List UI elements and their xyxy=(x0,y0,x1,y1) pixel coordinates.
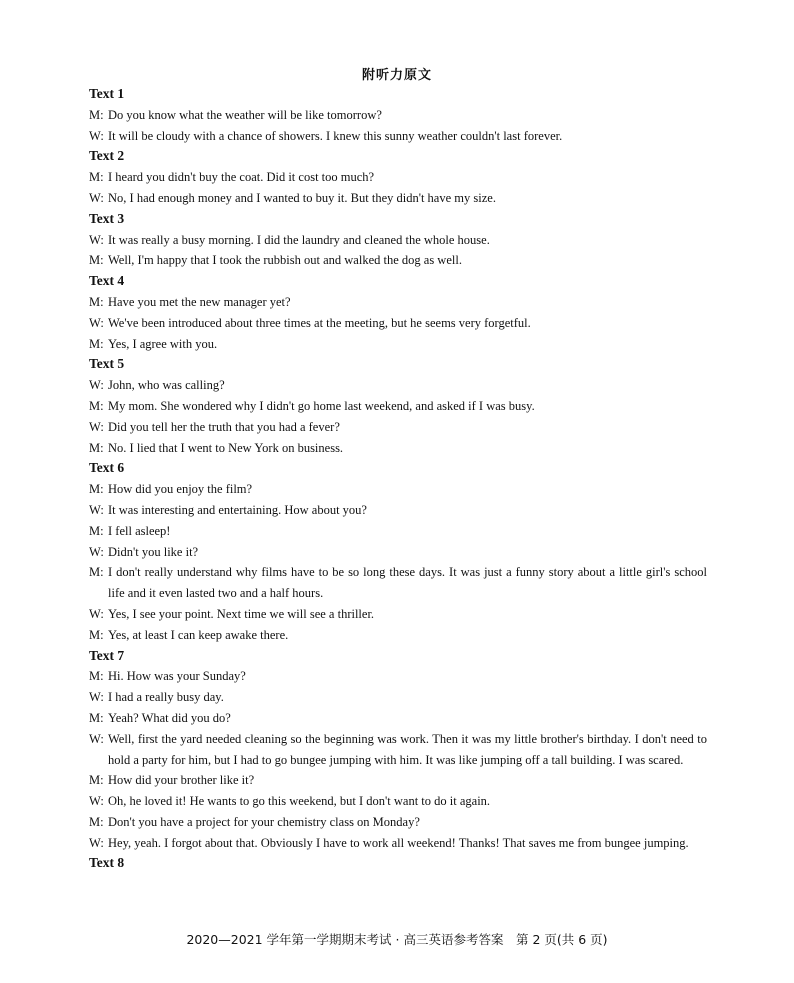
speaker-label: M: xyxy=(89,669,104,684)
dialogue-line xyxy=(89,687,707,708)
dialogue-text: Yes, I see your point. Next time we will see a thriller. xyxy=(108,606,375,621)
dialogue-line xyxy=(89,230,707,251)
speaker-label: W: xyxy=(89,232,104,247)
listening-transcript xyxy=(89,84,707,874)
dialogue-text: I fell asleep! xyxy=(108,523,171,538)
speaker-label: W: xyxy=(89,731,104,746)
dialogue-line xyxy=(89,126,707,147)
speaker-label: M: xyxy=(89,398,104,413)
speaker-label: M: xyxy=(89,294,104,309)
dialogue-text: Yeah? What did you do? xyxy=(108,710,231,725)
dialogue-line xyxy=(89,188,707,209)
dialogue-line xyxy=(89,375,707,396)
speaker-label: W: xyxy=(89,502,104,517)
dialogue-line xyxy=(89,625,707,646)
speaker-label: W: xyxy=(89,794,104,809)
dialogue-text: Yes, at least I can keep awake there. xyxy=(108,627,289,642)
speaker-label: W: xyxy=(89,128,104,143)
dialogue-line xyxy=(89,417,707,438)
dialogue-line xyxy=(89,500,707,521)
speaker-label: M: xyxy=(89,336,104,351)
section-heading: Text 4 xyxy=(89,273,125,289)
dialogue-text: John, who was calling? xyxy=(108,378,225,393)
speaker-label: M: xyxy=(89,107,104,122)
dialogue-line xyxy=(89,666,707,687)
dialogue-text: It was interesting and entertaining. How about you? xyxy=(108,502,367,517)
dialogue-line xyxy=(89,105,707,126)
speaker-label: W: xyxy=(89,835,104,850)
dialogue-line xyxy=(89,708,707,729)
dialogue-text: My mom. She wondered why I didn't go home last weekend, and asked if I was busy. xyxy=(108,398,535,413)
dialogue-line xyxy=(89,562,707,604)
dialogue-line xyxy=(89,334,707,355)
section-heading: Text 3 xyxy=(89,210,125,226)
dialogue-line xyxy=(89,604,707,625)
dialogue-text: I had a really busy day. xyxy=(108,690,224,705)
page-footer: 2020—2021 学年第一学期期末考试 · 高三英语参考答案 第 2 页(共 6 页) xyxy=(186,932,608,947)
section-heading: Text 5 xyxy=(89,356,125,372)
speaker-label: M: xyxy=(89,523,104,538)
section-heading: Text 7 xyxy=(89,647,125,663)
dialogue-line xyxy=(89,770,707,791)
dialogue-text: I heard you didn't buy the coat. Did it cost too much? xyxy=(108,170,375,185)
dialogue-line xyxy=(89,833,707,854)
dialogue-line xyxy=(89,479,707,500)
dialogue-text: Well, first the yard needed cleaning so the beginning was work. Then it was my little brother's birthday. I don't need to hold a party for him, but I had to go bungee jumping with him. It was like jumping off a tall building. I was scared. xyxy=(108,731,707,767)
speaker-label: W: xyxy=(89,315,104,330)
speaker-label: M: xyxy=(89,627,104,642)
speaker-label: W: xyxy=(89,690,104,705)
dialogue-text: Did you tell her the truth that you had a fever? xyxy=(108,419,340,434)
section-heading: Text 1 xyxy=(89,86,125,101)
dialogue-line xyxy=(89,791,707,812)
speaker-label: M: xyxy=(89,170,104,185)
dialogue-text: No, I had enough money and I wanted to buy it. But they didn't have my size. xyxy=(108,190,496,205)
dialogue-text: It will be cloudy with a chance of showers. I knew this sunny weather couldn't last forever. xyxy=(108,128,563,143)
dialogue-line xyxy=(89,812,707,833)
dialogue-text: Do you know what the weather will be like tomorrow? xyxy=(108,107,382,122)
dialogue-line xyxy=(89,292,707,313)
dialogue-line xyxy=(89,313,707,334)
section-heading: Text 6 xyxy=(89,460,125,476)
dialogue-text: Yes, I agree with you. xyxy=(108,336,218,351)
dialogue-line xyxy=(89,438,707,459)
speaker-label: W: xyxy=(89,419,104,434)
dialogue-line xyxy=(89,521,707,542)
speaker-label: M: xyxy=(89,482,104,497)
dialogue-text: We've been introduced about three times at the meeting, but he seems very forgetful. xyxy=(108,315,531,330)
speaker-label: W: xyxy=(89,190,104,205)
dialogue-text: Didn't you like it? xyxy=(108,544,199,559)
dialogue-text: Don't you have a project for your chemistry class on Monday? xyxy=(108,814,420,829)
dialogue-text: I don't really understand why films have to be so long these days. It was just a funny story about a little girl's school life and it even lasted two and a half hours. xyxy=(108,565,707,601)
dialogue-text: It was really a busy morning. I did the laundry and cleaned the whole house. xyxy=(108,232,490,247)
speaker-label: W: xyxy=(89,544,104,559)
speaker-label: M: xyxy=(89,565,104,580)
dialogue-line xyxy=(89,729,707,771)
dialogue-text: Well, I'm happy that I took the rubbish out and walked the dog as well. xyxy=(108,253,462,268)
section-heading: Text 2 xyxy=(89,148,125,164)
speaker-label: M: xyxy=(89,814,104,829)
dialogue-text: Hi. How was your Sunday? xyxy=(108,669,246,684)
dialogue-line xyxy=(89,396,707,417)
section-heading: Text 8 xyxy=(89,855,125,871)
dialogue-text: No. I lied that I went to New York on business. xyxy=(108,440,344,455)
dialogue-text: Hey, yeah. I forgot about that. Obviously I have to work all weekend! Thanks! That saves me from bungee jumping. xyxy=(108,835,689,850)
dialogue-text: How did your brother like it? xyxy=(108,773,255,788)
speaker-label: M: xyxy=(89,253,104,268)
speaker-label: M: xyxy=(89,440,104,455)
dialogue-line xyxy=(89,542,707,563)
dialogue-text: Oh, he loved it! He wants to go this weekend, but I don't want to do it again. xyxy=(108,794,491,809)
speaker-label: M: xyxy=(89,710,104,725)
dialogue-line xyxy=(89,250,707,271)
dialogue-text: Have you met the new manager yet? xyxy=(108,294,291,309)
speaker-label: M: xyxy=(89,773,104,788)
speaker-label: W: xyxy=(89,606,104,621)
speaker-label: W: xyxy=(89,378,104,393)
dialogue-line xyxy=(89,167,707,188)
page-title: 附听力原文 xyxy=(361,68,432,83)
dialogue-text: How did you enjoy the film? xyxy=(108,482,253,497)
